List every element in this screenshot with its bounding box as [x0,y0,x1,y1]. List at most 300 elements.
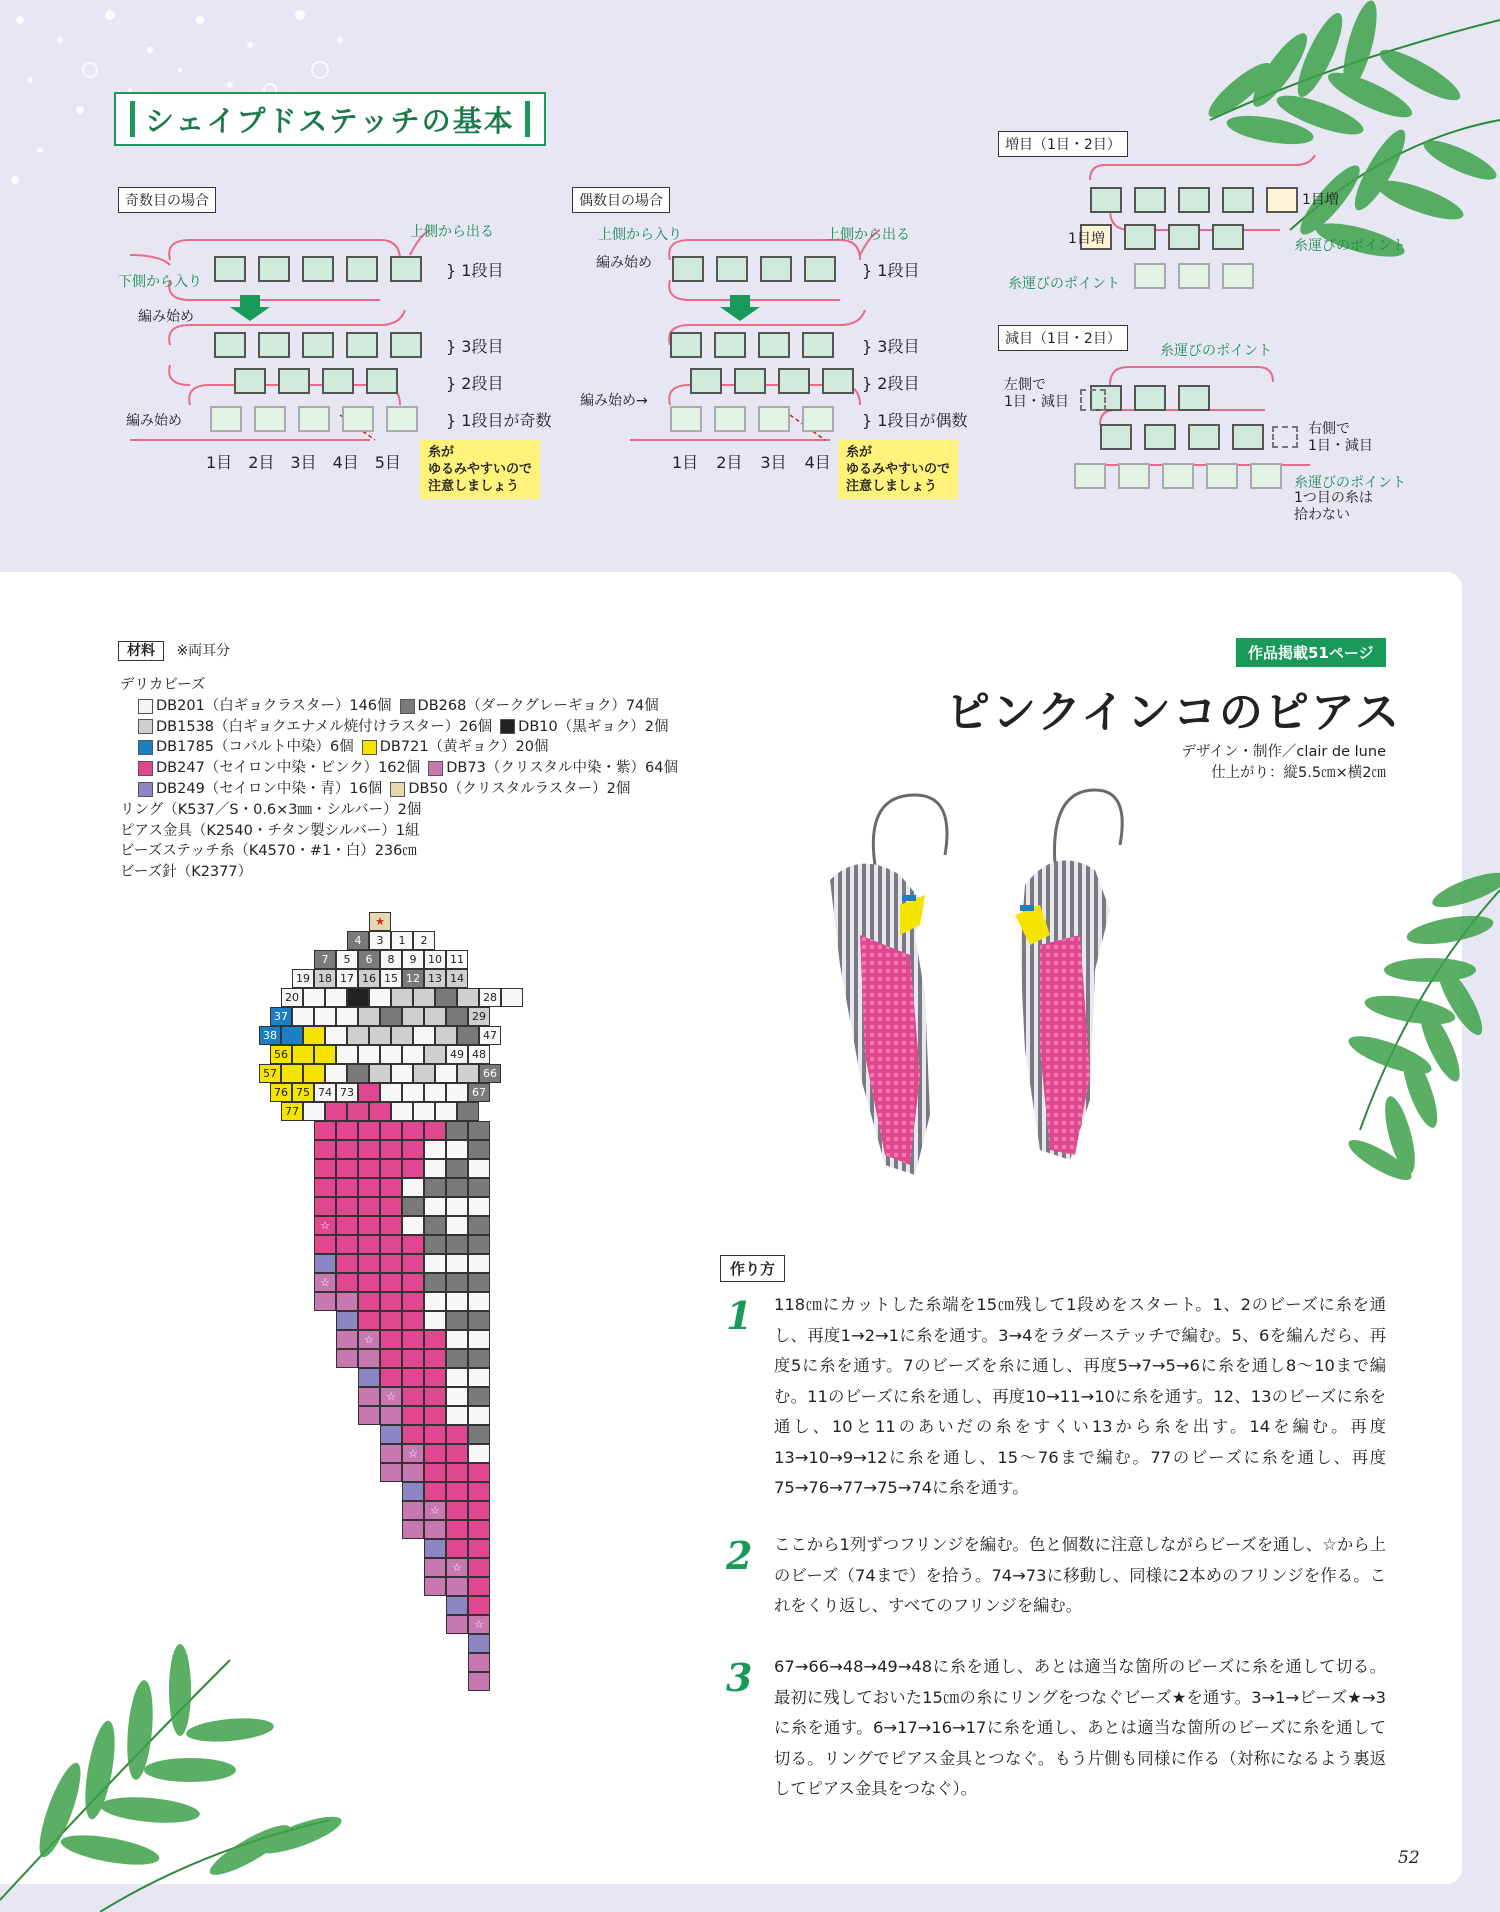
even-diagram-label: 偶数目の場合 [572,187,670,213]
materials-tag: 材料 [118,641,164,661]
bead-number: 15 [384,972,398,985]
pattern-bead [336,1083,358,1102]
pattern-bead [358,1121,380,1140]
pattern-bead [468,1387,490,1406]
even-row1-note-text: 1段目が偶数 [877,411,968,430]
product-credits [1181,742,1386,784]
pattern-bead [402,950,424,969]
pattern-bead [402,1311,424,1330]
pattern-bead [402,1273,424,1292]
pattern-bead [468,1045,490,1064]
bead-number: 11 [450,953,464,966]
pattern-bead [446,1349,468,1368]
pattern-bead [336,1178,358,1197]
bead-number: 48 [472,1048,486,1061]
pattern-bead [380,1444,402,1463]
pattern-bead [446,1387,468,1406]
pattern-bead [314,1083,336,1102]
pattern-bead [468,1596,490,1615]
odd-bottom-in: 下側から入り [118,274,202,290]
pattern-bead [424,1387,446,1406]
palm-leaf-decoration-bottom-left [0,1600,360,1912]
pattern-bead [358,1387,380,1406]
bead [390,332,422,358]
pattern-bead [347,1102,369,1121]
bead-number: 13 [428,972,442,985]
pattern-bead [402,1083,424,1102]
bead-item: DB10（黒ギョク）2個 [518,718,669,735]
finished-size: 仕上がり：縦5.5㎝×横2㎝ [1211,765,1386,781]
color-swatch [362,740,377,755]
pattern-bead [468,1615,490,1634]
pattern-bead [303,1026,325,1045]
pattern-bead [270,1083,292,1102]
bead-number: 76 [274,1086,288,1099]
pattern-bead [424,1216,446,1235]
pattern-bead [446,1235,468,1254]
bead [214,256,246,282]
odd-diagram-label: 奇数目の場合 [118,187,216,213]
pattern-bead [336,1273,358,1292]
pattern-bead [325,988,347,1007]
bead [1168,224,1200,250]
bead [1188,424,1220,450]
pattern-bead [292,1045,314,1064]
pattern-bead [402,1140,424,1159]
pattern-bead [402,1444,424,1463]
increase-diagram-label: 増目（1目・2目） [998,131,1128,157]
pattern-bead [446,950,468,969]
pattern-bead [358,1311,380,1330]
pattern-bead [402,1368,424,1387]
pattern-bead [314,1121,336,1140]
bead [1162,463,1194,489]
even-row2-beads [690,368,854,394]
pattern-bead [424,1463,446,1482]
pattern-bead [468,1463,490,1482]
even-row2-label: } 2段目 [862,374,920,393]
pattern-bead [358,1178,380,1197]
decrease-row-mid [1100,424,1264,450]
materials-header [118,640,230,660]
pattern-bead [391,931,413,950]
odd-start-bottom: 編み始め [126,413,182,429]
pattern-bead [402,1520,424,1539]
bead-number: ★ [375,915,385,928]
bead-number: 17 [340,972,354,985]
palm-leaf-decoration-right [1330,830,1500,1280]
pattern-bead [446,1368,468,1387]
decrease-diagram-label: 減目（1目・2目） [998,325,1128,351]
pattern-bead [446,1121,468,1140]
pattern-bead [424,1235,446,1254]
bead-empty [1080,389,1106,411]
bead-number: 47 [483,1029,497,1042]
pattern-bead [336,969,358,988]
decrease-point-bottom: 糸運びのポイント [1294,475,1406,491]
pattern-bead [380,1121,402,1140]
pattern-bead [314,1292,336,1311]
bead [342,406,374,432]
pattern-bead [336,1235,358,1254]
bead [1134,187,1166,213]
pattern-bead [336,1045,358,1064]
increase-row-top [1090,187,1298,213]
color-swatch [138,782,153,797]
pattern-bead [380,1425,402,1444]
pattern-bead [358,1045,380,1064]
increase-point-right: 糸運びのポイント [1294,238,1406,254]
bead-number: 14 [450,972,464,985]
pattern-bead [380,1045,402,1064]
pattern-bead [424,1349,446,1368]
pattern-bead [380,1311,402,1330]
title-bar-right [525,101,530,137]
bead-number: 20 [285,991,299,1004]
pattern-bead [446,1539,468,1558]
pattern-bead [358,1216,380,1235]
pattern-bead [402,1463,424,1482]
pattern-bead [402,1235,424,1254]
pattern-bead [402,969,424,988]
bead-item: DB50（クリスタルラスター）2個 [408,780,631,797]
pattern-bead [424,1254,446,1273]
pattern-bead [358,1140,380,1159]
bead-row [120,696,678,717]
pattern-bead [501,988,523,1007]
pattern-bead [358,1368,380,1387]
pattern-bead [468,1216,490,1235]
pattern-bead [424,1178,446,1197]
bead-item: DB268（ダークグレーギョク）74個 [417,697,659,714]
pattern-bead [457,1102,479,1121]
bead-number: 7 [321,953,329,966]
pattern-bead [314,969,336,988]
bead [1222,187,1254,213]
decrease-bottom-note: 1つ目の糸は 拾わない [1294,490,1373,523]
pattern-bead [446,1558,468,1577]
bead [672,256,704,282]
pattern-bead [402,1045,424,1064]
pattern-bead [446,1159,468,1178]
bead [716,256,748,282]
col-number: 1目 [672,453,699,472]
step-text: 118㎝にカットした糸端を15㎝残して1段めをスタート。1、2のビーズに糸を通し、再度1→2→1に糸を通す。3→4をラダーステッチで編む。5、6を編んだら、再度5に糸を通す。7のビーズを糸に通し、再度5→7→5→6に糸を通し8～10まで編む。11のビーズに糸を通し、再度10→11→10に糸を通す。12、13のビーズに糸を通し、10と11のあいだの糸をすくい13から糸を出す。14を編む。再度13→10→9→12に糸を通し、15～76まで編む。77のビーズに糸を通し、再度75→76→77→75→74に糸を通す。 [774,1295,1386,1497]
pattern-bead [468,1159,490,1178]
bead-row [120,737,678,758]
pattern-bead [468,1292,490,1311]
bead-number: 66 [483,1067,497,1080]
pattern-bead [413,988,435,1007]
pattern-bead [402,1330,424,1349]
color-swatch [138,740,153,755]
pattern-bead [446,1406,468,1425]
pattern-bead [446,1444,468,1463]
decrease-point-top: 糸運びのポイント [1160,343,1272,359]
pattern-bead [468,1444,490,1463]
pattern-bead [468,1254,490,1273]
bead-number: 8 [387,953,395,966]
odd-row3-beads [214,332,422,358]
even-caution-note: 糸が ゆるみやすいので 注意しましょう [838,440,958,499]
increase-point-left: 糸運びのポイント [1008,276,1120,292]
pattern-bead [347,931,369,950]
pattern-bead [325,1102,347,1121]
bead [1222,263,1254,289]
bead [778,368,810,394]
pattern-bead [303,1102,325,1121]
bead [1124,224,1156,250]
bead [1118,463,1150,489]
decrease-left-note: 左側で 1目・減目 [1004,377,1069,410]
pattern-bead [303,988,325,1007]
bead [346,256,378,282]
pattern-bead [446,1577,468,1596]
materials-intro: デリカビーズ [120,677,206,693]
even-row1-text: 1段目 [877,261,920,280]
bead [670,332,702,358]
pattern-bead [424,1501,446,1520]
bead-item: DB247（セイロン中染・ピンク）162個 [156,760,421,777]
bead-number: 10 [428,953,442,966]
page-number: 52 [1398,1848,1420,1868]
bead [802,332,834,358]
bead [1134,385,1166,411]
pattern-bead [424,1311,446,1330]
even-row1b-beads [670,406,834,432]
pattern-bead [402,1292,424,1311]
pattern-bead [424,1406,446,1425]
pattern-bead [358,1292,380,1311]
pattern-bead [424,1558,446,1577]
odd-row2-text: 2段目 [461,374,504,393]
pattern-bead [336,1197,358,1216]
odd-caution-note: 糸が ゆるみやすいので 注意しましょう [420,440,540,499]
pattern-bead [402,1254,424,1273]
col-number: 1目 [206,453,233,472]
bead [390,256,422,282]
pattern-bead [424,1140,446,1159]
pattern-bead [314,1254,336,1273]
bead-row [120,758,678,779]
pattern-bead [358,1235,380,1254]
pattern-bead [402,1482,424,1501]
bead-number: 56 [274,1048,288,1061]
col-number: 3目 [760,453,787,472]
odd-row1b-beads [210,406,418,432]
pattern-bead [446,1596,468,1615]
pattern-bead [259,1026,281,1045]
pattern-bead [468,1349,490,1368]
pattern-bead [457,988,479,1007]
step-text: ここから1列ずつフリンジを編む。色と個数に注意しながらビーズを通し、☆から上のビーズ（74まで）を拾う。74→73に移動し、同様に2本めのフリンジを作る。これをくり返し、すべてのフリンジを編む。 [774,1535,1386,1615]
pattern-bead [380,1387,402,1406]
bead-number: 73 [340,1086,354,1099]
materials-note: ※両耳分 [176,643,231,659]
even-start-top: 編み始め [596,255,652,271]
pattern-bead [347,1064,369,1083]
pattern-bead [402,1197,424,1216]
pattern-bead [358,1007,380,1026]
pattern-bead [358,1330,380,1349]
even-row2-text: 2段目 [877,374,920,393]
pattern-bead [281,1102,303,1121]
pattern-bead [413,1026,435,1045]
decrease-row-top [1090,385,1210,411]
bead-number: ☆ [408,1447,418,1460]
pattern-bead [402,1121,424,1140]
bead-empty [1272,426,1298,448]
pattern-bead [314,1178,336,1197]
pattern-bead [358,1273,380,1292]
bead [758,406,790,432]
pattern-bead [358,1159,380,1178]
pattern-bead [347,988,369,1007]
bead-number: ☆ [452,1561,462,1574]
pattern-bead [479,1026,501,1045]
product-title: ピンクインコのピアス [946,687,1402,738]
step-text: 67→66→48→49→48に糸を通し、あとは適当な箇所のビーズに糸を通して切る。最初に残しておいた15㎝の糸にリングをつなぐビーズ★を通す。3→1→ビーズ★→3に糸を通す。6→17→16→17に糸を通し、あとは適当な箇所のビーズに糸を通して切る。リングでピアス金具とつなぐ。もう片側も同様に作る（対称になるよう裏返してピアス金具をつなぐ）。 [774,1657,1386,1798]
bead [258,332,290,358]
pattern-bead [380,1463,402,1482]
pattern-bead [336,950,358,969]
bead-number: 77 [285,1105,299,1118]
pattern-bead [424,1007,446,1026]
bead [1232,424,1264,450]
bead [1250,463,1282,489]
pattern-bead [424,1159,446,1178]
col-number: 3目 [290,453,317,472]
color-swatch [428,761,443,776]
pattern-bead [380,1235,402,1254]
pattern-bead [468,1368,490,1387]
pattern-bead [446,1216,468,1235]
bead [366,368,398,394]
pattern-bead [336,1121,358,1140]
bead-number: 4 [354,934,362,947]
material-item: ビーズステッチ糸（K4570・#1・白）236㎝ [120,843,417,860]
pattern-bead [369,931,391,950]
increase-left-label: 1目増 [1068,231,1105,247]
col-number: 2目 [248,453,275,472]
pattern-bead [468,1235,490,1254]
bead [804,256,836,282]
pattern-bead [479,988,501,1007]
bead-number: 74 [318,1086,332,1099]
bead [346,332,378,358]
pattern-bead [402,1178,424,1197]
pattern-bead [424,1083,446,1102]
pattern-bead [424,1539,446,1558]
pattern-bead [281,1026,303,1045]
bead-number: 75 [296,1086,310,1099]
bead [1178,263,1210,289]
pattern-bead [446,1292,468,1311]
material-item: ビーズ針（K2377） [120,864,253,881]
bead-number: 19 [296,972,310,985]
color-swatch [138,699,153,714]
pattern-bead [391,988,413,1007]
pattern-bead [446,1273,468,1292]
pattern-bead [446,1463,468,1482]
decrease-right-empty [1272,426,1298,448]
pattern-bead [314,1159,336,1178]
pattern-bead [446,1178,468,1197]
bead-row [120,779,678,800]
bead-number: 28 [483,991,497,1004]
pattern-bead [380,1159,402,1178]
bead-number: 57 [263,1067,277,1080]
pattern-bead [446,1140,468,1159]
pattern-bead [446,1045,468,1064]
bead [802,406,834,432]
pattern-bead [468,1197,490,1216]
pattern-bead [358,950,380,969]
pattern-bead [446,969,468,988]
bead-number: 2 [420,934,428,947]
decrease-left-empty [1080,389,1106,411]
odd-row1-note-label: } 1段目が奇数 [446,411,552,430]
pattern-bead [446,1311,468,1330]
pattern-bead [314,1273,336,1292]
bead-increase [1266,187,1298,213]
pattern-bead [468,1482,490,1501]
pattern-bead [358,1254,380,1273]
pattern-bead [424,1368,446,1387]
pattern-bead [380,1216,402,1235]
bead [1206,463,1238,489]
bead-number: 3 [376,934,384,947]
pattern-bead [468,1178,490,1197]
pattern-bead [435,1102,457,1121]
col-number: 4目 [332,453,359,472]
pattern-bead [281,1064,303,1083]
bead-number: 12 [406,972,420,985]
pattern-bead [380,1007,402,1026]
col-number: 2目 [716,453,743,472]
bead-number: 29 [472,1010,486,1023]
material-item: ピアス金具（K2540・チタン製シルバー）1組 [120,822,420,839]
col-number: 5目 [374,453,401,472]
page-reference-tag: 作品掲載51ページ [1236,638,1386,667]
pattern-bead [468,1425,490,1444]
pattern-bead [435,988,457,1007]
bead [690,368,722,394]
pattern-bead [380,1254,402,1273]
pattern-bead [424,1292,446,1311]
pattern-bead [468,1140,490,1159]
bead [1100,424,1132,450]
bead [258,256,290,282]
even-row3-text: 3段目 [877,337,920,356]
pattern-bead [314,1045,336,1064]
bead-number: 37 [274,1010,288,1023]
odd-row1-label: } 1段目 [446,261,504,280]
pattern-bead [446,1330,468,1349]
pattern-bead [468,1406,490,1425]
even-top-in: 上側から入り [598,227,682,243]
materials-list [120,675,678,883]
bead-item: DB1785（コバルト中染）6個 [156,739,354,756]
bead [322,368,354,394]
pattern-bead [468,1273,490,1292]
pattern-bead [424,1482,446,1501]
odd-top-out: 上側から出る [410,224,494,240]
pattern-bead [413,1064,435,1083]
bead-number: 38 [263,1029,277,1042]
bead [386,406,418,432]
bead [1212,224,1244,250]
